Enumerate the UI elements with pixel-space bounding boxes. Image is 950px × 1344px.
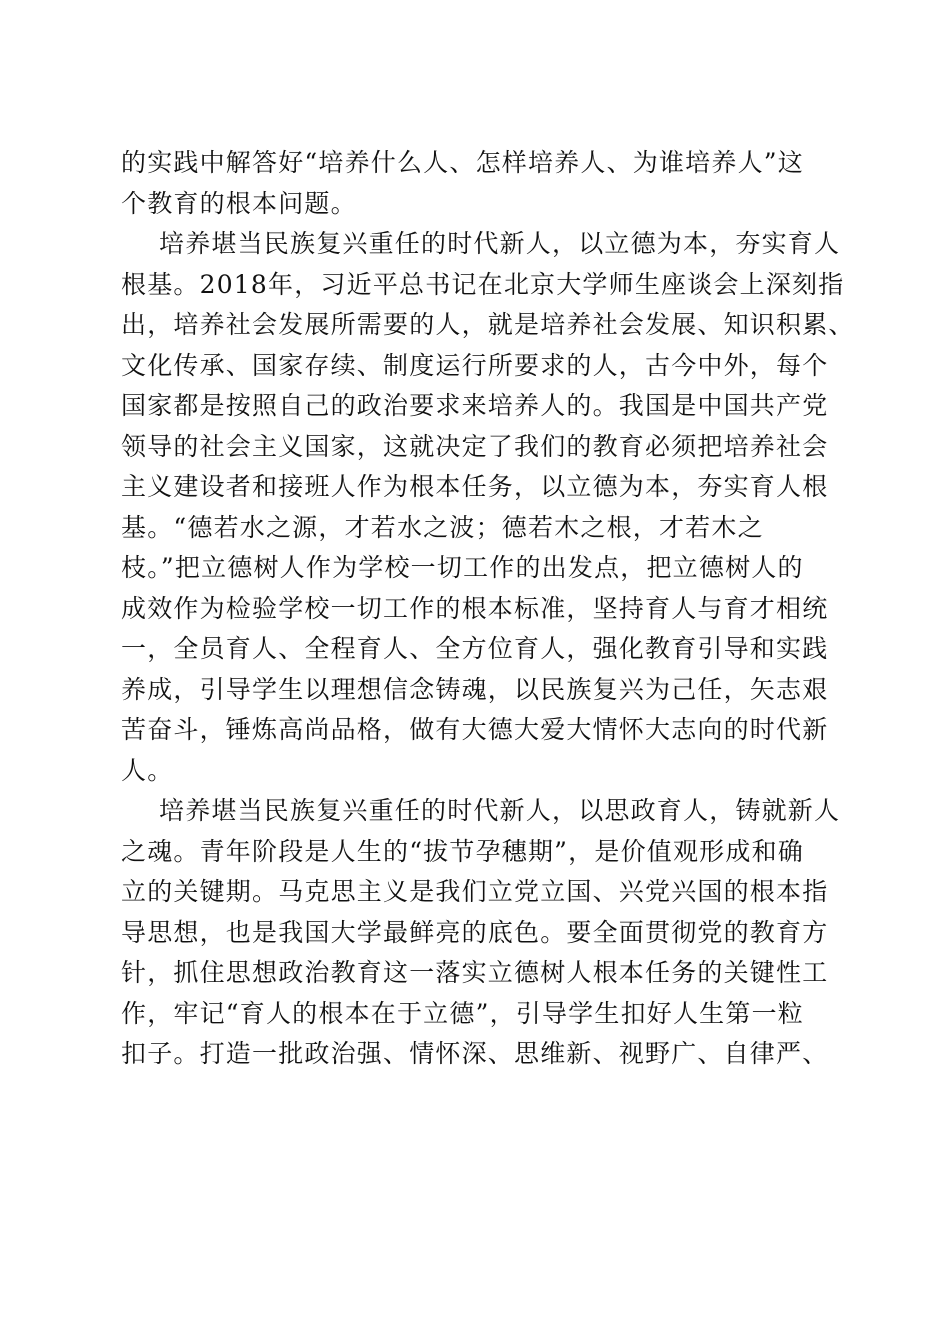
paragraph-2-line-13: 苦奋斗，锤炼高尚品格，做有大德大爱大情怀大志向的时代新 bbox=[121, 715, 829, 744]
paragraph-2-line-3: 出，培养社会发展所需要的人，就是培养社会发展、知识积累、 bbox=[121, 310, 855, 339]
document-body bbox=[121, 143, 861, 1075]
paragraph-1-line-1: 的实践中解答好“培养什么人、怎样培养人、为谁培养人”这 bbox=[121, 148, 804, 177]
paragraph-3-line-3: 立的关键期。马克思主义是我们立党立国、兴党兴国的根本指 bbox=[121, 877, 829, 906]
paragraph-2-line-1: 培养堪当民族复兴重任的时代新人，以立德为本，夯实育人 bbox=[159, 229, 841, 258]
paragraph-2-line-8: 基。“德若水之源，才若水之波；德若木之根，才若木之 bbox=[121, 512, 764, 542]
paragraph-2-line-7: 主义建设者和接班人作为根本任务，以立德为本，夯实育人根 bbox=[121, 472, 829, 501]
paragraph-2-line-4: 文化传承、国家存续、制度运行所要求的人，古今中外，每个 bbox=[121, 350, 829, 380]
paragraph-3-line-7: 扣子。打造一批政治强、情怀深、思维新、视野广、自律严、 bbox=[121, 1039, 829, 1068]
paragraph-3-line-2: 之魂。青年阶段是人生的“拔节孕穗期”，是价值观形成和确 bbox=[121, 836, 804, 866]
paragraph-1-line-2: 个教育的根本问题。 bbox=[121, 188, 357, 218]
paragraph-2-line-9: 枝。”把立德树人作为学校一切工作的出发点，把立德树人的 bbox=[121, 553, 804, 582]
paragraph-2-line-5: 国家都是按照自己的政治要求来培养人的。我国是中国共产党 bbox=[121, 391, 829, 420]
paragraph-3-line-1: 培养堪当民族复兴重任的时代新人，以思政育人，铸就新人 bbox=[159, 796, 841, 825]
paragraph-2-line-12: 养成，引导学生以理想信念铸魂，以民族复兴为己任，矢志艰 bbox=[121, 674, 829, 704]
paragraph-3-line-5: 针，抓住思想政治教育这一落实立德树人根本任务的关键性工 bbox=[121, 958, 829, 987]
paragraph-2-line-6: 领导的社会主义国家，这就决定了我们的教育必须把培养社会 bbox=[121, 431, 829, 461]
paragraph-2-line-2: 根基。2018年，习近平总书记在北京大学师生座谈会上深刻指 bbox=[121, 269, 845, 299]
paragraph-3-line-4: 导思想，也是我国大学最鲜亮的底色。要全面贯彻党的教育方 bbox=[121, 917, 829, 947]
paragraph-2-line-14: 人。 bbox=[121, 755, 174, 785]
paragraph-2-line-11: 一，全员育人、全程育人、全方位育人，强化教育引导和实践 bbox=[121, 634, 829, 663]
paragraph-2-line-10: 成效作为检验学校一切工作的根本标准，坚持育人与育才相统 bbox=[121, 593, 829, 623]
paragraph-3-line-6: 作，牢记“育人的根本在于立德”，引导学生扣好人生第一粒 bbox=[121, 998, 804, 1028]
